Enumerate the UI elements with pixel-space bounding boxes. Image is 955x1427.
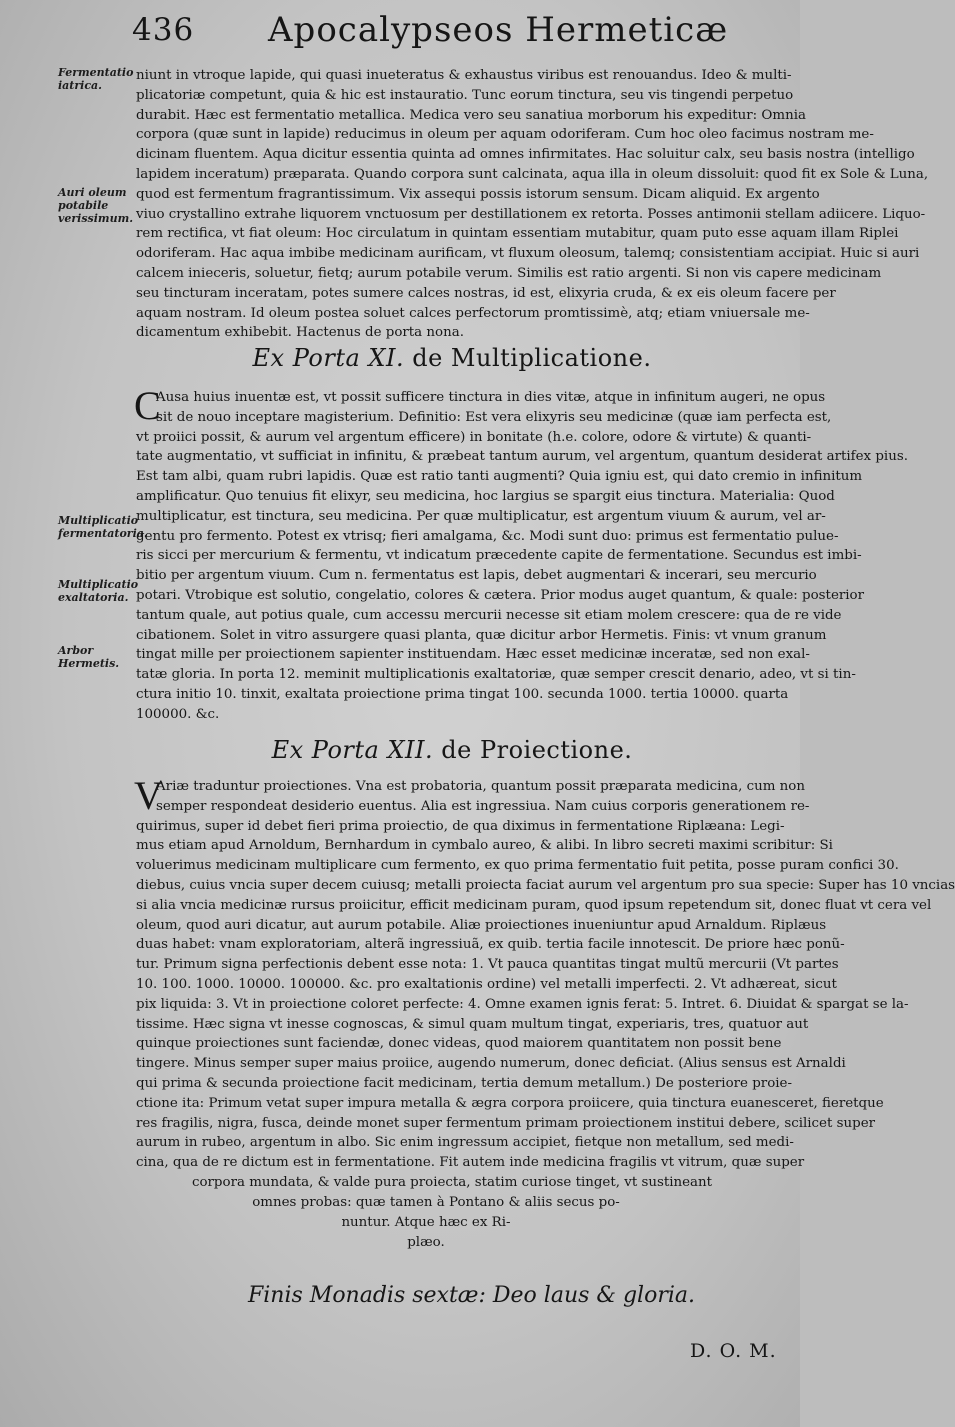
heading-porta-xi-prefix: Ex Porta XI. (252, 344, 405, 372)
section-proiectione-text (134, 773, 955, 1173)
text-line: diebus, cuius vncia super decem cuiusq; metalli proiecta faciat aurum vel argentum pro sua specie: Super has 10 vncias (136, 877, 955, 893)
text-line: tingat mille per proiectionem sapienter instituendam. Hæc esset medicinæ inceratæ, sed non exal- (136, 647, 810, 663)
text-line: quirimus, super id debet fieri prima proiectio, de qua diximus in fermentatione Riplæana: Legi- (136, 818, 785, 834)
text-line: multiplicatur, est tinctura, seu medicina. Per quæ multiplicatur, est argentum viuum & aurum, vel ar- (136, 508, 826, 524)
text-line: cina, qua de re dictum est in fermentatione. Fit autem inde medicina fragilis vt vitrum, quæ super (136, 1155, 805, 1171)
text-line: amplificatur. Quo tenuius fit elixyr, seu medicina, hoc largius se spargit eius tinctura. Materialia: Quod (136, 488, 835, 504)
text-line: semper respondeat desiderio euentus. Alia est ingressiua. Nam cuius corporis generationem re- (156, 798, 810, 814)
text-line: oleum, quod auri dicatur, aut aurum potabile. Aliæ proiectiones inueniuntur apud Arnaldum. Riplæus (136, 917, 827, 933)
text-line: lapidem inceratum) præparata. Quando corpora sunt calcinata, aqua illa in oleum dissoluit: quod fit ex Sole & Luna, (136, 166, 929, 182)
text-line: quod est fermentum fragrantissimum. Vix assequi possis istorum sensum. Dicam aliquid. Ex argento (136, 186, 820, 202)
text-line: quinque proiectiones sunt faciendæ, donec videas, quod maiorem quantitatem non possit bene (136, 1036, 782, 1052)
section-porta-nona-text (136, 66, 929, 343)
text-line: calcem inieceris, soluetur, fietq; aurum potabile verum. Similis est ratio argenti. Si non vis capere medicinam (136, 265, 882, 281)
text-line: tate augmentatio, vt sufficiat in infinitu, & præbeat tantum aurum, vel argentum, quantum desiderat artifex pius. (136, 449, 908, 465)
text-line: mus etiam apud Arnoldum, Bernhardum in cymbalo aureo, & alibi. In libro secreti maximi scribitur: Si (136, 838, 833, 854)
text-line: qui prima & secunda proiectione facit medicinam, tertia demum metallum.) De posteriore proie- (136, 1075, 792, 1091)
closing-line-2: omnes probas: quæ tamen à Pontano & aliis secus po- (252, 1195, 620, 1210)
text-line: tissime. Hæc signa vt inesse cognoscas, & simul quam multum tingat, experiaris, tres, quatuor aut (136, 1016, 809, 1032)
drop-cap-c: C (134, 383, 161, 428)
text-line: durabit. Hæc est fermentatio metallica. Medica vero seu sanatiua morborum his expeditur: Omnia (136, 107, 806, 123)
heading-porta-xii-prefix: Ex Porta XII. (271, 736, 434, 764)
page-number: 436 (132, 12, 195, 48)
text-line: Est tam albi, quam rubri lapidis. Quæ est ratio tanti augmenti? Quia igniu est, qui dato cremio in infinitum (136, 469, 863, 485)
text-line: bitio per argentum viuum. Cum n. fermentatus est lapis, debet augmentari & incerari, seu mercurio (136, 568, 817, 584)
text-line: Ariæ traduntur proiectiones. Vna est probatoria, quantum possit præparata medicina, cum non (156, 779, 805, 794)
heading-porta-xii (136, 736, 768, 764)
drop-cap-v: V (134, 773, 163, 818)
text-line: rem rectifica, vt fiat oleum: Hoc circulatum in quintam essentiam mutabitur, quam puto esse aquam illam Riplei (136, 226, 899, 242)
closing-line-3: nuntur. Atque hæc ex Ri- (341, 1215, 511, 1230)
text-line: dicamentum exhibebit. Hactenus de porta nona. (136, 325, 464, 341)
text-line: viuo crystallino extrahe liquorem vnctuosum per destillationem ex retorta. Posses antimonii stellam adiicere. Liquo- (136, 206, 926, 222)
margin-note-arbor-hermetis: Arbor Hermetis. (58, 644, 120, 670)
running-title: Apocalypseos Hermeticæ (268, 10, 729, 50)
text-line: si alia vncia medicinæ rursus proiicitur, efficit medicinam puram, quod ipsum repetendum sit, donec fluat vt cera vel (136, 897, 932, 913)
text-line: tantum quale, aut potius quale, cum accessu mercurii necesse sit etiam molem crescere: qua de re vide (136, 607, 842, 623)
finis-line: Finis Monadis sextæ: Deo laus & gloria. (248, 1283, 695, 1308)
text-line: plicatoriæ competunt, quia & hic est instauratio. Tunc eorum tinctura, seu vis tingendi perpetuo (136, 87, 794, 103)
margin-note-fermentatio: Fermentatio iatrica. (58, 66, 134, 92)
section-multiplicatione-text (134, 383, 908, 725)
text-line: potari. Vtrobique est solutio, congelatio, colores & cætera. Prior modus auget quantum, & quale: posterior (136, 587, 865, 603)
closing-line-4: plæo. (407, 1235, 445, 1250)
text-line: 100000. &c. (136, 706, 220, 722)
heading-porta-xii-title: de Proiectione. (433, 736, 633, 764)
text-line: tur. Primum signa perfectionis debent esse nota: 1. Vt pauca quantitas tingat multũ mercurii (Vt partes (136, 957, 839, 973)
text-line: niunt in vtroque lapide, qui quasi inueteratus & exhaustus viribus est renouandus. Ideo & multi- (136, 68, 792, 83)
text-line: ctione ita: Primum vetat super impura metalla & ægra corpora proiicere, quia tinctura euanesceret, fieretque (136, 1095, 884, 1111)
text-line: voluerimus medicinam multiplicare cum fermento, ex quo prima fermentatio fuit petita, posse puram confici 30. (136, 858, 899, 874)
margin-note-multiplicatio-fermentatoria: Multiplicatio fermentatoria. (58, 514, 148, 540)
closing-line-1: corpora mundata, & valde pura proiecta, statim curiose tinget, vt sustineant (191, 1175, 713, 1190)
heading-porta-xi (136, 344, 768, 372)
text-line: tingere. Minus semper super maius proiice, augendo numerum, donec deficiat. (Alius sensus est Arnaldi (136, 1056, 846, 1072)
text-line: seu tincturam inceratam, potes sumere calces nostras, id est, elixyria cruda, & ex eis oleum facere per (136, 285, 836, 301)
text-line: cibationem. Solet in vitro assurgere quasi planta, quæ dicitur arbor Hermetis. Finis: vt vnum granum (136, 627, 827, 643)
text-line: gentu pro fermento. Potest ex vtrisq; fieri amalgama, &c. Modi sunt duo: primus est fermentatio pulue- (136, 528, 839, 544)
text-line: res fragilis, nigra, fusca, deinde monet super fermentum primam proiectionem institui debere, scilicet super (136, 1115, 876, 1131)
text-line: tatæ gloria. In porta 12. meminit multiplicationis exaltatoriæ, quæ semper crescit denario, adeo, vt si tin- (136, 667, 856, 683)
text-line: vt proiici possit, & aurum vel argentum efficere) in bonitate (h.e. colore, odore & virtute) & quanti- (136, 429, 812, 445)
text-line: ris sicci per mercurium & fermentu, vt indicatum præcedente capite de fermentatione. Secundus est imbi- (136, 548, 862, 564)
margin-note-auri-oleum: Auri oleum potabile verissimum. (58, 186, 134, 225)
text-line: pix liquida: 3. Vt in proiectione coloret perfecte: 4. Omne examen ignis ferat: 5. Intret. 6. Diuidat & spargat se la- (136, 996, 909, 1012)
text-line: sit de nouo inceptare magisterium. Definitio: Est vera elixyris seu medicinæ (quæ iam perfecta est, (156, 409, 832, 425)
text-line: duas habet: vnam exploratoriam, alterã ingressiuã, ex quib. tertia facile innotescit. De priore hæc ponũ- (136, 937, 845, 953)
text-line: odoriferam. Hac aqua imbibe medicinam aurificam, vt fluxum oleosum, talemq; consistentiam accipiat. Huic si auri (136, 246, 920, 262)
text-line: Ausa huius inuentæ est, vt possit sufficere tinctura in dies vitæ, atque in infinitum augeri, ne opus (156, 390, 826, 405)
text-line: corpora (quæ sunt in lapide) reducimus in oleum per aquam odoriferam. Cum hoc oleo facimus nostram me- (136, 127, 874, 143)
text-line: ctura initio 10. tinxit, exaltata proiectione prima tingat 100. secunda 1000. tertia 10000. quarta (136, 686, 789, 702)
text-line: 10. 100. 1000. 10000. 100000. &c. pro exaltationis ordine) vel metalli imperfecti. 2. Vt adhæreat, sicut (136, 976, 837, 992)
text-line: dicinam fluentem. Aqua dicitur essentia quinta ad omnes infirmitates. Hac soluitur calx, seu basis nostra (intelligo (136, 147, 915, 163)
margin-note-multiplicatio-exaltatoria: Multiplicatio exaltatoria. (58, 578, 139, 604)
text-line: aquam nostram. Id oleum postea soluet calces perfectorum promtissimè, atq; etiam vniuersale me- (136, 305, 810, 321)
text-line: aurum in rubeo, argentum in albo. Sic enim ingressum accipiet, fietque non metallum, sed medi- (136, 1135, 794, 1151)
heading-porta-xi-title: de Multiplicatione. (404, 344, 652, 372)
dom-mark: D. O. M. (690, 1340, 777, 1362)
